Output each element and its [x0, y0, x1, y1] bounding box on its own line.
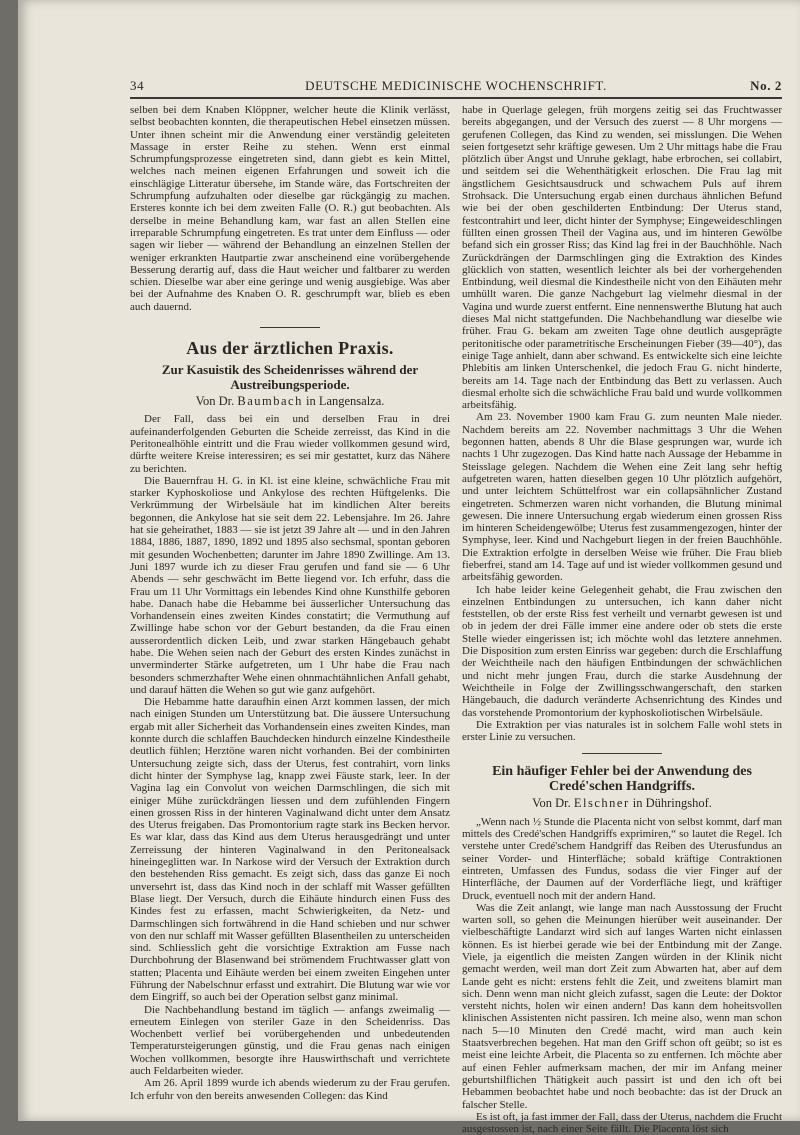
author-prefix: Von Dr.: [195, 394, 235, 409]
intro-paragraph: selben bei dem Knaben Klöppner, welcher heute die Klinik verlässt, selbst beobachten konnten, die therapeutischen Hebel einsetzen müssen. Unter ihnen scheint mir die Anwendung einer verständig geleiteten Massage in erster Reihe zu stehen. Wenn erst einmal Schrumpfungsprozesse eingetreten sind, dann giebt es kein Mittel, welches nach meinen eigenen Erfahrungen und soweit ich die einschlägige Litteratur übersehe, im Stande wäre, das Fortschreiten der Schrumpfung aufzuhalten oder dieselbe gar rückgängig zu machen. Ersteres konnte ich bei dem zweiten Falle (O. R.) gut beobachten. Als derselbe in meine Behandlung kam, war fast an allen Stellen eine irreparable Schrumpfung eingetreten. Es trat unter dem Einfluss — oder sagen wir lieber — während der Behandlung an einzelnen Stellen der weniger erkrankten Hautpartie zwar anscheinend eine vorübergehende Besserung derartig auf, dass die Haut weicher und faltbarer zu werden schien. Dieselbe war aber eine geringe und wenig ausgiebige. Was aber bei der Aufnahme des Knaben O. R. geschrumpft war, blieb es eben auch dauernd.: [130, 104, 450, 313]
body-paragraph: Der Fall, dass bei ein und derselben Frau in drei aufeinanderfolgenden Geburten die Scheide zerreisst, das Kind in die Peritonealhöhle eintritt und die Frau wieder vollkommen gesund wird, dürfte weitere Kreise interessiren; es sei mir gestattet, kurz das Nähere zu berichten.: [130, 413, 450, 475]
article-author-2: [462, 797, 782, 809]
body-paragraph: Ich habe leider keine Gelegenheit gehabt, die Frau zwischen den einzelnen Entbindungen zu untersuchen, ich kann daher nicht feststellen, ob der erste Riss fest verheilt und vernarbt gewesen ist und ob in jedem der drei Fälle immer eine andere oder ob stets die erste Stelle wieder eingerissen ist; ich möchte wohl das letztere annehmen. Die Disposition zum ersten Einriss war gegeben: durch die Erschlaffung der Weichtheile nach den häufigen Entbindungen der schwächlichen und nicht mehr jungen Frau, durch die starke Ausdehnung der Weichtheile in Folge der Zwillingsschwangerschaft, den starken Hängebauch, die dadurch veränderte Achsenrichtung des Kindes und das vorstehende Promontorium der kyphoskoliotischen Wirbelsäule.: [462, 583, 782, 719]
newspaper-page: [18, 0, 800, 1135]
page-header: [130, 78, 782, 96]
body-paragraph: Am 26. April 1899 wurde ich abends wiederum zu der Frau gerufen. Ich erfuhr von den bereits anwesenden Collegen: das Kind: [130, 1077, 450, 1102]
section-heading: Aus der ärztlichen Praxis.: [186, 338, 394, 359]
author-prefix: Von Dr.: [532, 796, 571, 811]
page-number: 34: [130, 78, 145, 93]
right-column: [462, 104, 782, 1135]
left-column: [130, 104, 450, 1102]
body-paragraph: Am 23. November 1900 kam Frau G. zum neunten Male nieder. Nachdem bereits am 22. November nachmittags 3 Uhr die Wehen begonnen hatten, abends 8 Uhr die Blase gesprungen war, wurde ich nachts 1 Uhr zugezogen. Das Kind hatte nach Aussage der Hebamme in Steisslage gelegen. Nachdem die Wehen eine Zeit lang sehr heftig aufgetreten waren, hatten dieselben gegen 10 Uhr plötzlich aufgehört, und unter leichtem Schüttelfrost war ein collapsähnlicher Zustand eingetreten. Schmerzen waren nicht vorhanden, die Blutung minimal gewesen. Die innere Untersuchung ergab wiederum einen grossen Riss im hinteren Scheidengewölbe; Uterus fest zusammengezogen, hinter der Symphyse, leer. Kind und Nachgeburt liegen in der freien Bauchhöhle. Die Extraktion erfolgte in derselben Weise wie früher. Die Frau blieb fieberfrei, stand am 14. Tage auf und ist wieder vollkommen gesund und arbeitsfähig geworden.: [462, 411, 782, 584]
author-name: Elschner: [573, 796, 630, 811]
body-paragraph: Die Hebamme hatte daraufhin einen Arzt kommen lassen, der mich nach einigen Stunden um Unterstützung bat. Die äussere Untersuchung ergab mit aller Sicherheit das Vorhandensein eines zweiten Kindes, man konnte durch die schlaffen Bauchdecken hindurch einzelne Kindestheile deutlich fühlen; Herztöne waren nicht vorhanden. Bei der combinirten Untersuchung zeigte sich, dass der Uterus, fest contrahirt, vorn links dicht hinter der Symphyse lag, knapp zwei Fäuste stark, leer. In der Vagina lag ein Convolut von weichen Darmschlingen, die sich mit einiger Mühe zurückdrängen liessen und dem zufühlenden Fingern einen grossen Riss in der hinteren Vaginalwand dicht unter dem Ansatz des Uterus freigaben. Das Promontorium ragte stark ins Becken hervor. Es war klar, dass das Kind aus dem Uterus herausgedrängt und unter Zerreissung der hinteren Vaginalwand in den Peritonealsack hineingeglitten war. In Narkose wird der Versuch der Extraktion durch den bestehenden Riss gemacht. Es zeigt sich, dass das ganze Ei noch unversehrt ist, dass das Kind noch in der schlaff mit Wasser gefüllten Blase liegt. Der Versuch, durch die Eihäute hindurch einen Fuss des Kindes fest zu erfassen, macht Schwierigkeiten, da Netz- und Darmschlingen sich fortwährend in die Hand schieben und nur schwer von den nur schlaff mit Wasser gefüllten Blasentheilen zu unterscheiden sind. Schliesslich geht die vorsichtige Extraktion am Fusse nach Durchbohrung der Blasenwand bei strömendem Fruchtwasser glatt von statten; Placenta und Eihäute werden bei einem zweiten Eingehen unter Führung der Nabelschnur erfasst und extrahirt. Die Blutung war wie vor dem Eingriff, so auch bei der Operation selbst ganz minimal.: [130, 696, 450, 1004]
author-place: in Langensalza.: [305, 394, 385, 409]
author-place: in Dühringshof.: [632, 796, 712, 811]
body-paragraph: Was die Zeit anlangt, wie lange man nach Ausstossung der Frucht warten soll, so gehen die Meinungen hierüber weit auseinander. Der vielbeschäftigte Landarzt wird sich auf langes Warten nicht einlassen können. Es ist hierbei gerade wie bei der Entbindung mit der Zange. Viele, ja eigentlich die meisten Zangen würden in der Klinik nicht gemacht werden, weil man dort Zeit zum Abwarten hat, aber auf dem Lande geht es nicht: erstens fehlt die Zeit, und zweitens blamirt man sich. Denn wenn man nicht gleich zufasst, sagen die Leute: der Doktor versteht nichts, holen wir einen andern! Das kann dem hoheitsvollen klinischen Assistenten nicht passiren. Ich meine also, wenn man schon nach 5—10 Minuten den Credé macht, wird man auch kein Staatsverbrechen begehen. Hat man den Griff schon oft geübt; so ist es meist eine leichte Arbeit, die Placenta so zu entfernen. Ich möchte aber auf einen Fehler aufmerksam machen, der mir im Anfang meiner geburtshilflichen Thätigkeit auch passirt ist und den ich oft bei Hebammen beobachtet habe und noch beobachte: das ist der Druck an falscher Stelle.: [462, 901, 782, 1111]
journal-title: DEUTSCHE MEDICINISCHE WOCHENSCHRIFT.: [305, 78, 607, 93]
body-paragraph: Die Bauernfrau H. G. in Kl. ist eine kleine, schwächliche Frau mit starker Kyphoskoliose und Ankylose des rechten Hüftgelenks. Die Verkrümmung der Wirbelsäule hat im kindlichen Alter bereits begonnen, die Ankylose hat sie seit dem 22. Lebensjahre. Im 26. Jahre hat sie geheirathet, 1883 — sie ist jetzt 39 Jahre alt — und in den Jahren 1884, 1886, 1887, 1890, 1892 und 1895 also sechsmal, spontan geboren mit gesunden Wochenbetten; darunter im Jahre 1890 Zwillinge. Am 13. Juni 1897 wurde ich zu dieser Frau gerufen und fand sie — 6 Uhr Abends — sehr geschwächt im Bette liegend vor. Ich erfuhr, dass die Frau um 11 Uhr Vormittags ein lebendes Kind ohne Kunsthilfe geboren habe. Danach habe die Hebamme bei äusserlicher Untersuchung das Vorhandensein eines zweiten Kindes constatirt; die Vermuthung auf Zwillinge habe schon vor der Geburt bestanden, da die Frau einen ausserordentlich dicken Leib, und zwar starken Hängebauch gehabt habe. Die Wehen seien nach der Geburt des ersten Kindes zunächst in unverminderter Stärke aufgetreten, um 1 Uhr habe die Frau nach besonders schmerzhafter Wehe einen ohnmachtähnlichen Anfall gehabt, und darauf hätten die Wehen so gut wie ganz aufgehört.: [130, 474, 450, 696]
article-title: Zur Kasuistik des Scheidenrisses während der Austreibungsperiode.: [161, 362, 419, 393]
body-paragraph: habe in Querlage gelegen, früh morgens zeitig sei das Fruchtwasser bereits abgegangen, und der Versuch des zuerst — 8 Uhr morgens — gerufenen Collegen, das Kind zu wenden, sei misslungen. Die Wehen seien fortgesetzt sehr kräftige gewesen. Um 2 Uhr mittags habe die Frau plötzlich über Angst und Unruhe geklagt, habe erbrochen, sei collabirt, und seitdem sei die Wehenthätigkeit erloschen. Die Frau lag mit ängstlichem Gesichtsausdruck und schwachem Puls auf ihrem Strohsack. Die Untersuchung ergab einen durchaus ähnlichen Befund wie bei der oben geschilderten Entbindung: Der Uterus stand, festcontrahirt und leer, dicht hinter der Symphyse; Eingeweideschlingen füllten einen grossen Theil der Vagina aus, und im hinteren Gewölbe befand sich ein grosser Riss; das Kind lag frei in der Bauchhöhle. Nach Zurückdrängen der Darmschlingen ging die Extraktion des Kindes glücklich von statten, wesentlich leichter als bei der vorhergehenden Entbindung, weil diesmal die Kindestheile nicht von den Eihäuten mehr umhüllt waren. Die ganze Nachgeburt lag vielmehr diesmal in der Vagina und wurde zuerst entfernt. Eine nennenswerthe Blutung hat auch dieses Mal nicht stattgefunden. Die Nachbehandlung war dieselbe wie früher. Frau G. bekam am zweiten Tage ohne deutlich ausgeprägte peritonitische oder parametritische Erscheinungen Fieber (39—40°), das einige Tage anhielt, dann aber schwand. Es entwickelte sich eine leichte Phlebitis am linken Unterschenkel, die jedoch Frau G. nicht hinderte, bereits am 14. Tage nach der Entbindung das Bett zu verlassen. Auch diesmal erholte sich die schwächliche Frau bald und wurde vollkommen arbeitsfähig.: [462, 104, 782, 412]
body-paragraph: Die Nachbehandlung bestand im täglich — anfangs zweimalig — erneutem Einlegen von steriler Gaze in den Scheidenriss. Das Wochenbett verlief bei vorübergehenden und unbedeutenden Temperatursteigerungen günstig, und die Frau genas nach einigen Wochen vollkommen, besorgte ihre Hauswirthschaft und verrichtete auch Feldarbeiten wieder.: [130, 1003, 450, 1078]
body-paragraph: Es ist oft, ja fast immer der Fall, dass der Uterus, nachdem die Frucht ausgestossen ist, nach einer Seite fällt. Die Placenta löst sich: [462, 1110, 782, 1135]
body-paragraph: „Wenn nach ½ Stunde die Placenta nicht von selbst kommt, darf man mittels des Credé'schen Handgriffs exprimiren,“ so lautet die Regel. Ich verstehe unter Credé'schem Handgriff das Reiben des Uterusfundus an seiner Vorder- und Hinterfläche; sobald kräftige Contraktionen eintreten, Umfassen des Fundus, sodass die vier Finger auf der Hinterfläche, der Daumen auf der Vorderfläche liegt, und kräftiger Druck, eventuell noch mit der andern Hand.: [462, 815, 782, 902]
header-rule: [130, 97, 782, 99]
body-paragraph: Die Extraktion per vias naturales ist in solchem Falle wohl stets in erster Linie zu versuchen.: [462, 718, 782, 744]
article-title-2: Ein häufiger Fehler bei der Anwendung des Credé'schen Handgriffs.: [492, 764, 752, 795]
issue-number: No. 2: [750, 78, 782, 93]
section-separator: [260, 327, 320, 328]
article-separator: [582, 753, 662, 754]
author-name: Baumbach: [237, 394, 303, 409]
article-author: [130, 395, 450, 407]
